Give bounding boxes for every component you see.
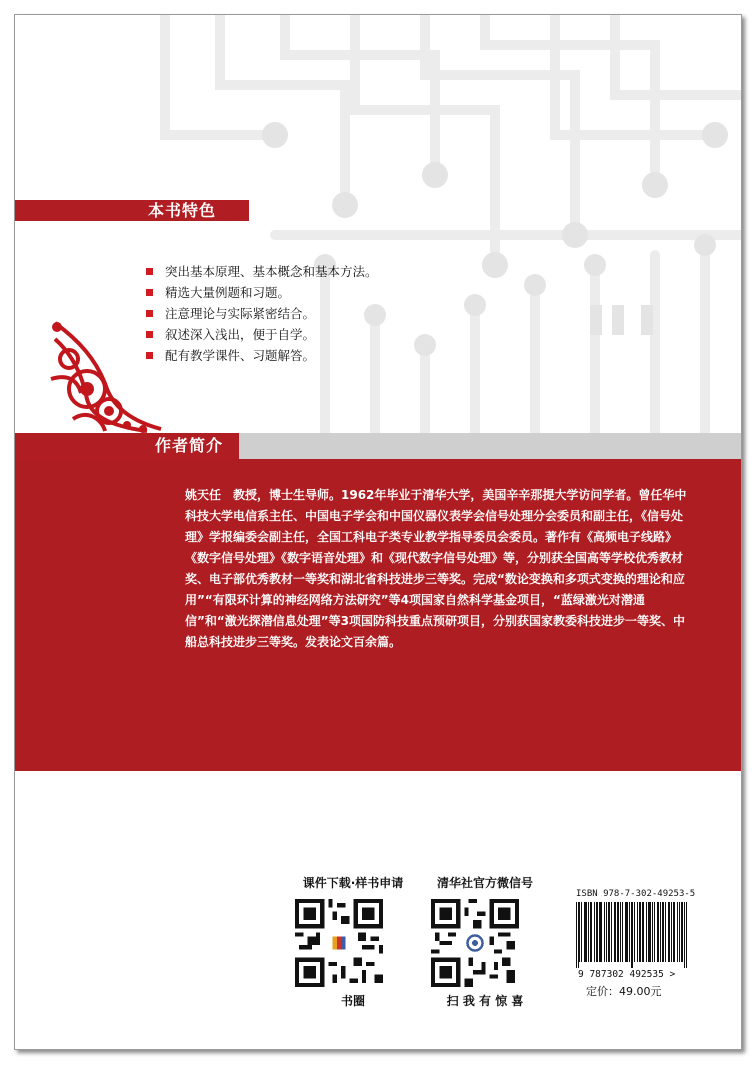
list-item [146,261,378,282]
author-bio: 姚天任 教授，博士生导师。1962年毕业于清华大学，美国辛辛那提大学访问学者。曾任华中科技大学电信系主任、中国电子学会和中国仪器仪表学会信号处理分会委员和副主任，《信号处理》学报编委会副主任，全国工科电子类专业教学指导委员会委员。著作有《高频电子线路》《数字信号处理》《数字语音处理》和《现代数字信号处理》等，分别获全国高等学校优秀教材奖、电子部优秀教材一等奖和湖北省科技进步三等奖。完成“数论变换和多项式变换的理论和应用”“有限环计算的神经网络方法研究”等4项国家自然科学基金项目，“蓝绿激光对潜通信”和“激光探潜信息处理”等3项国防科技重点预研项目，分别获国家教委科技进步一等奖、中船总科技进步三等奖。发表论文百余篇。 [185,488,687,649]
features-title: 本书特色 [148,201,217,220]
feature-text: 精选大量例题和习题。 [165,285,291,300]
ornament-icon [47,319,163,435]
qr-right-top-label: 清华社官方微信号 [436,876,533,890]
bullet-icon [146,289,153,296]
qr-right-bottom-label: 扫 我 有 惊 喜 [446,994,524,1008]
author-title: 作者简介 [155,436,224,455]
barcode-digits: 9 787302 492535 > [578,969,676,980]
bullet-icon [146,268,153,275]
feature-text: 注意理论与实际紧密结合。 [165,306,316,321]
feature-text: 突出基本原理、基本概念和基本方法。 [165,264,378,279]
qr-code-icon [431,899,519,987]
bullet-icon [146,310,153,317]
list-item [146,345,378,366]
barcode-icon [576,902,688,968]
feature-text: 叙述深入浅出，便于自学。 [165,327,316,342]
list-item [146,282,378,303]
list-item [146,303,378,324]
price-label: 定价：49.00元 [586,985,662,998]
list-item [146,324,378,345]
qr-code-icon [295,899,383,987]
book-back-cover [14,14,742,1050]
isbn-text: ISBN 978-7-302-49253-5 [576,889,696,899]
feature-text: 配有教学课件、习题解答。 [165,348,316,363]
qr-left-top-label: 课件下载·样书申请 [302,876,404,890]
qr-left-bottom-label: 书圈 [340,994,365,1008]
features-list [146,261,378,366]
